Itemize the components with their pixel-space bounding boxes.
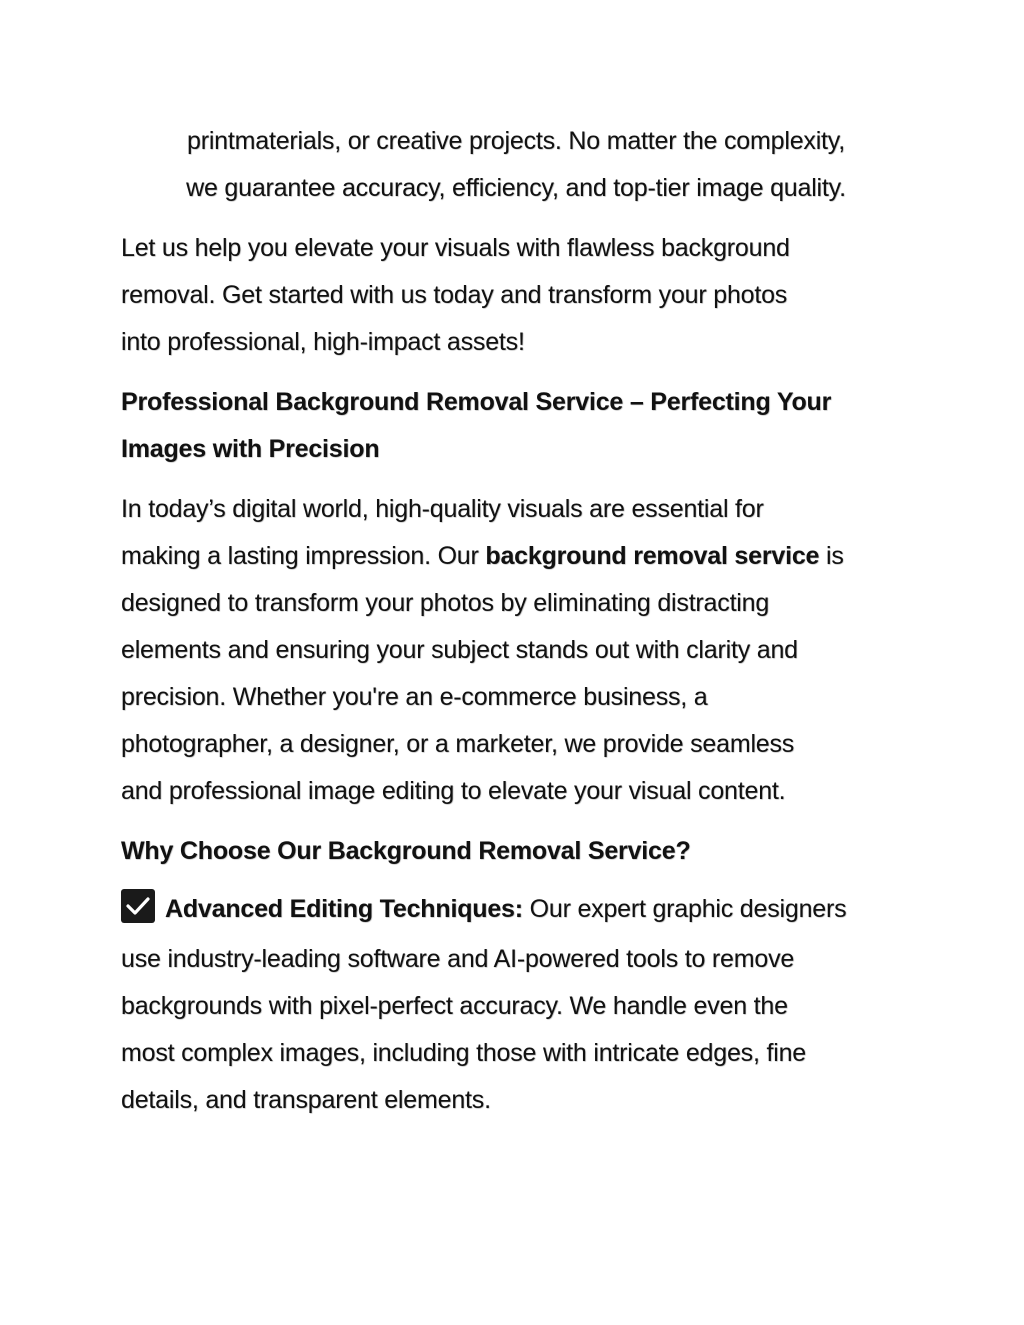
section-heading-2: Why Choose Our Background Removal Service? (121, 837, 691, 865)
body-line-6: photographer, a designer, or a marketer, we provide seamless (121, 730, 795, 758)
feature-line-2: use industry-leading software and AI-powered tools to remove (121, 945, 795, 973)
feature-line-4: most complex images, including those with intricate edges, fine (121, 1039, 806, 1067)
check-box-icon (121, 889, 155, 923)
heading-1-line-1: Professional Background Removal Service – Perfecting Your (121, 388, 832, 416)
body-line-2 (121, 533, 911, 580)
intro-paragraph (121, 118, 911, 212)
heading-1-line-2: Images with Precision (121, 435, 380, 463)
body-line-2-end: is (819, 542, 844, 570)
body-line-5: precision. Whether you're an e-commerce business, a (121, 683, 708, 711)
cta-line-1: Let us help you elevate your visuals with flawless background (121, 234, 790, 262)
body-line-2-text: making a lasting impression. Our (121, 542, 486, 570)
intro-line-1: printmaterials, or creative projects. No matter the complexity, (186, 127, 845, 155)
section-heading-1 (121, 379, 911, 473)
feature-paragraph (121, 882, 911, 1124)
body-line-7: and professional image editing to elevate your visual content. (121, 777, 786, 805)
bold-phrase: background removal service (485, 542, 820, 570)
intro-line-2: we guarantee accuracy, efficiency, and top-tier image quality. (186, 174, 846, 202)
body-paragraph (121, 486, 911, 815)
feature-line-3: backgrounds with pixel-perfect accuracy. We handle even the (121, 992, 788, 1020)
cta-line-2: removal. Get started with us today and transform your photos (121, 281, 788, 309)
feature-line-1 (121, 882, 911, 936)
body-line-4: elements and ensuring your subject stands out with clarity and (121, 636, 798, 664)
body-line-1: In today’s digital world, high-quality visuals are essential for (121, 495, 764, 523)
cta-line-3: into professional, high-impact assets! (121, 328, 525, 356)
body-line-3: designed to transform your photos by eliminating distracting (121, 589, 770, 617)
feature-line-5: details, and transparent elements. (121, 1086, 491, 1114)
cta-paragraph (121, 225, 911, 366)
feature-line-1-text: Our expert graphic designers (522, 895, 847, 923)
feature-title: Advanced Editing Techniques: (165, 895, 523, 923)
document-page (121, 118, 911, 1124)
